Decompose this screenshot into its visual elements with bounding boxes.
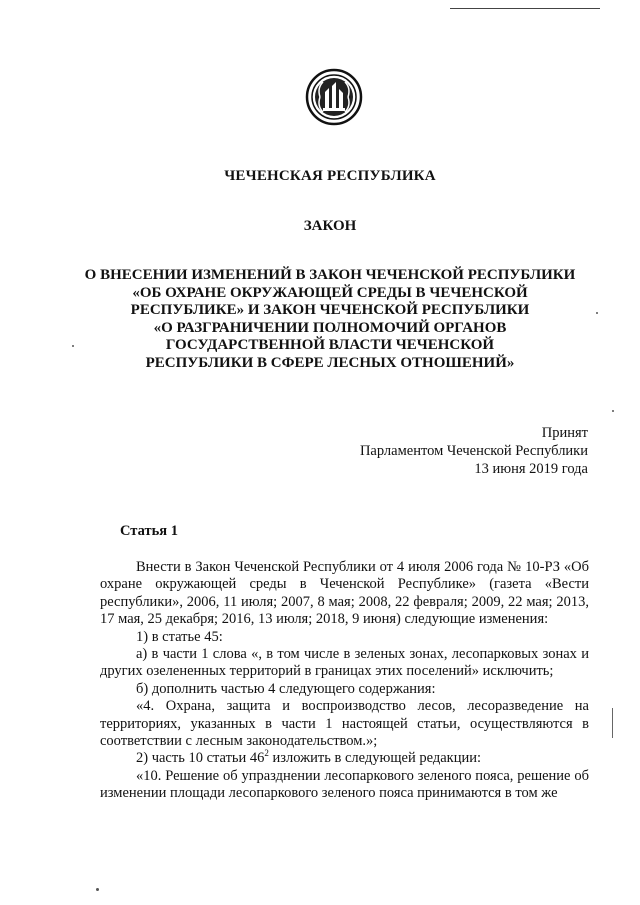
paragraph xyxy=(100,750,589,767)
superscript: 2 xyxy=(264,748,269,759)
paragraph-text: изложить в следующей редакции: xyxy=(268,750,482,767)
scan-line xyxy=(450,8,600,9)
scan-speck xyxy=(596,312,598,314)
adopted-label: Принят xyxy=(541,425,588,441)
adoption-block xyxy=(360,424,588,478)
law-title xyxy=(60,267,600,372)
paragraph: а) в части 1 слова «, в том числе в зеленых зонах, лесопарковых зонах и других озелененных территорий в границах этих поселений» исключить; xyxy=(100,646,589,680)
republic-heading: ЧЕЧЕНСКАЯ РЕСПУБЛИКА xyxy=(224,168,436,184)
scan-speck xyxy=(72,345,74,347)
law-title-line: О ВНЕСЕНИИ ИЗМЕНЕНИЙ В ЗАКОН ЧЕЧЕНСКОЙ РЕСПУБЛИКИ xyxy=(84,267,576,283)
law-title-line: «ОБ ОХРАНЕ ОКРУЖАЮЩЕЙ СРЕДЫ В ЧЕЧЕНСКОЙ xyxy=(132,284,528,301)
adopted-by: Парламентом Чеченской Республики xyxy=(359,443,588,459)
scan-mark xyxy=(612,708,613,738)
paragraph: «4. Охрана, защита и воспроизводство лесов, лесоразведение на территориях, указанных в части 1 настоящей статьи, осуществляются в соответствии с лесным законодательством.»; xyxy=(100,698,589,750)
article-body xyxy=(100,559,589,803)
law-title-line: ГОСУДАРСТВЕННОЙ ВЛАСТИ ЧЕЧЕНСКОЙ xyxy=(165,337,495,353)
law-title-line: РЕСПУБЛИКЕ» И ЗАКОН ЧЕЧЕНСКОЙ РЕСПУБЛИКИ xyxy=(130,302,530,318)
scan-speck xyxy=(96,888,99,891)
scan-speck xyxy=(612,410,614,412)
law-title-line: РЕСПУБЛИКИ В СФЕРЕ ЛЕСНЫХ ОТНОШЕНИЙ» xyxy=(145,354,515,371)
adopted-date: 13 июня 2019 года xyxy=(474,461,588,477)
paragraph: Внести в Закон Чеченской Республики от 4 июля 2006 года № 10-РЗ «Об охране окружающей среды в Чеченской Республике» (газета «Вести республики», 2006, 11 июля; 2007, 8 мая; 2008, 22 февраля; 2009, 22 мая; 2013, 17 мая, 25 декабря; 2016, 13 июля; 2018, 9 июня) следующие изменения: xyxy=(100,559,589,628)
paragraph: «10. Решение об упразднении лесопаркового зеленого пояса, решение об изменении площади лесопаркового зеленого пояса принимаются в том же xyxy=(100,767,589,802)
document-type: ЗАКОН xyxy=(303,218,357,234)
law-title-line: «О РАЗГРАНИЧЕНИИ ПОЛНОМОЧИЙ ОРГАНОВ xyxy=(153,319,507,336)
paragraph: 1) в статье 45: xyxy=(136,628,223,645)
article-heading: Статья 1 xyxy=(120,523,178,539)
paragraph: б) дополнить частью 4 следующего содержания: xyxy=(136,680,436,697)
paragraph-text: 2) часть 10 статьи 46 xyxy=(136,750,265,767)
coat-of-arms-emblem-icon xyxy=(305,68,363,126)
